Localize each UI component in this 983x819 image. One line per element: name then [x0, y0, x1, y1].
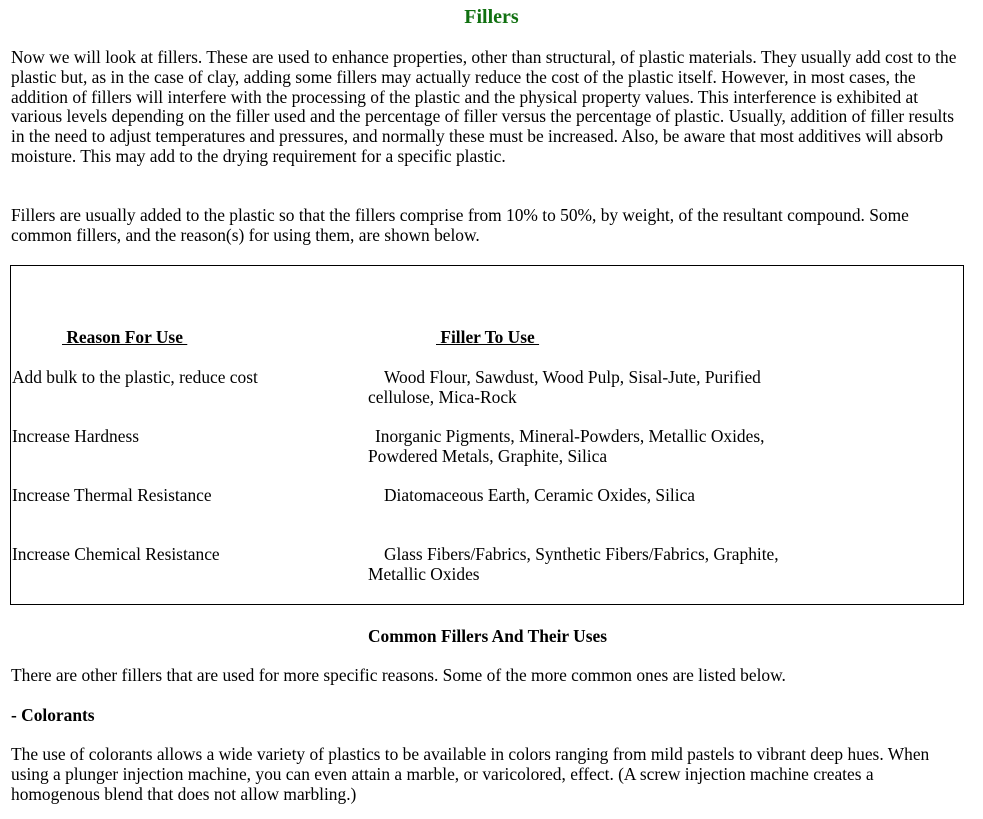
- table-row-filler: Diatomaceous Earth, Ceramic Oxides, Silica: [384, 485, 696, 505]
- intro-paragraph-1: Now we will look at fillers. These are used to enhance properties, other than structural, of plastic materials. They usually add cost to the plastic but, as in the case of clay, adding some fillers may actually reduce the cost of the plastic itself. However, in most cases, the addition of fillers will interfere with the processing of the plastic and the physical property values. This interference is exhibited at various levels depending on the filler used and the percentage of filler versus the percentage of plastic. Usually, addition of filler results in the need to adjust temperatures and pressures, and normally these must be increased. Also, be aware that most additives will absorb moisture. This may add to the drying requirement for a specific plastic.: [11, 47, 957, 166]
- table-row-filler: Wood Flour, Sawdust, Wood Pulp, Sisal-Jute, Purified cellulose, Mica-Rock: [368, 367, 761, 407]
- other-fillers-paragraph: There are other fillers that are used for more specific reasons. Some of the more common ones are listed below.: [11, 665, 786, 685]
- table-row-filler: Inorganic Pigments, Mineral-Powders, Metallic Oxides, Powdered Metals, Graphite, Silica: [368, 426, 765, 466]
- column-header-reason: Reason For Use: [62, 327, 188, 347]
- colorants-heading: - Colorants: [11, 705, 95, 725]
- colorants-paragraph: The use of colorants allows a wide variety of plastics to be available in colors ranging from mild pastels to vibrant deep hues. When using a plunger injection machine, you can even attain a marble, or varicolored, effect. (A screw injection machine creates a homogenous blend that does not allow marbling.): [11, 744, 930, 804]
- table-row-reason: Increase Thermal Resistance: [12, 485, 212, 505]
- table-row-filler: Glass Fibers/Fabrics, Synthetic Fibers/Fabrics, Graphite, Metallic Oxides: [368, 544, 779, 584]
- table-row-reason: Increase Chemical Resistance: [12, 544, 220, 564]
- table-caption: Common Fillers And Their Uses: [368, 626, 607, 646]
- table-row-reason: Increase Hardness: [12, 426, 139, 446]
- fillers-table: [10, 265, 964, 605]
- page-title: Fillers: [464, 6, 519, 28]
- column-header-filler: Filler To Use: [436, 327, 540, 347]
- table-row-reason: Add bulk to the plastic, reduce cost: [12, 367, 258, 387]
- intro-paragraph-2: Fillers are usually added to the plastic so that the fillers comprise from 10% to 50%, by weight, of the resultant compound. Some common fillers, and the reason(s) for using them, are shown below.: [11, 205, 909, 245]
